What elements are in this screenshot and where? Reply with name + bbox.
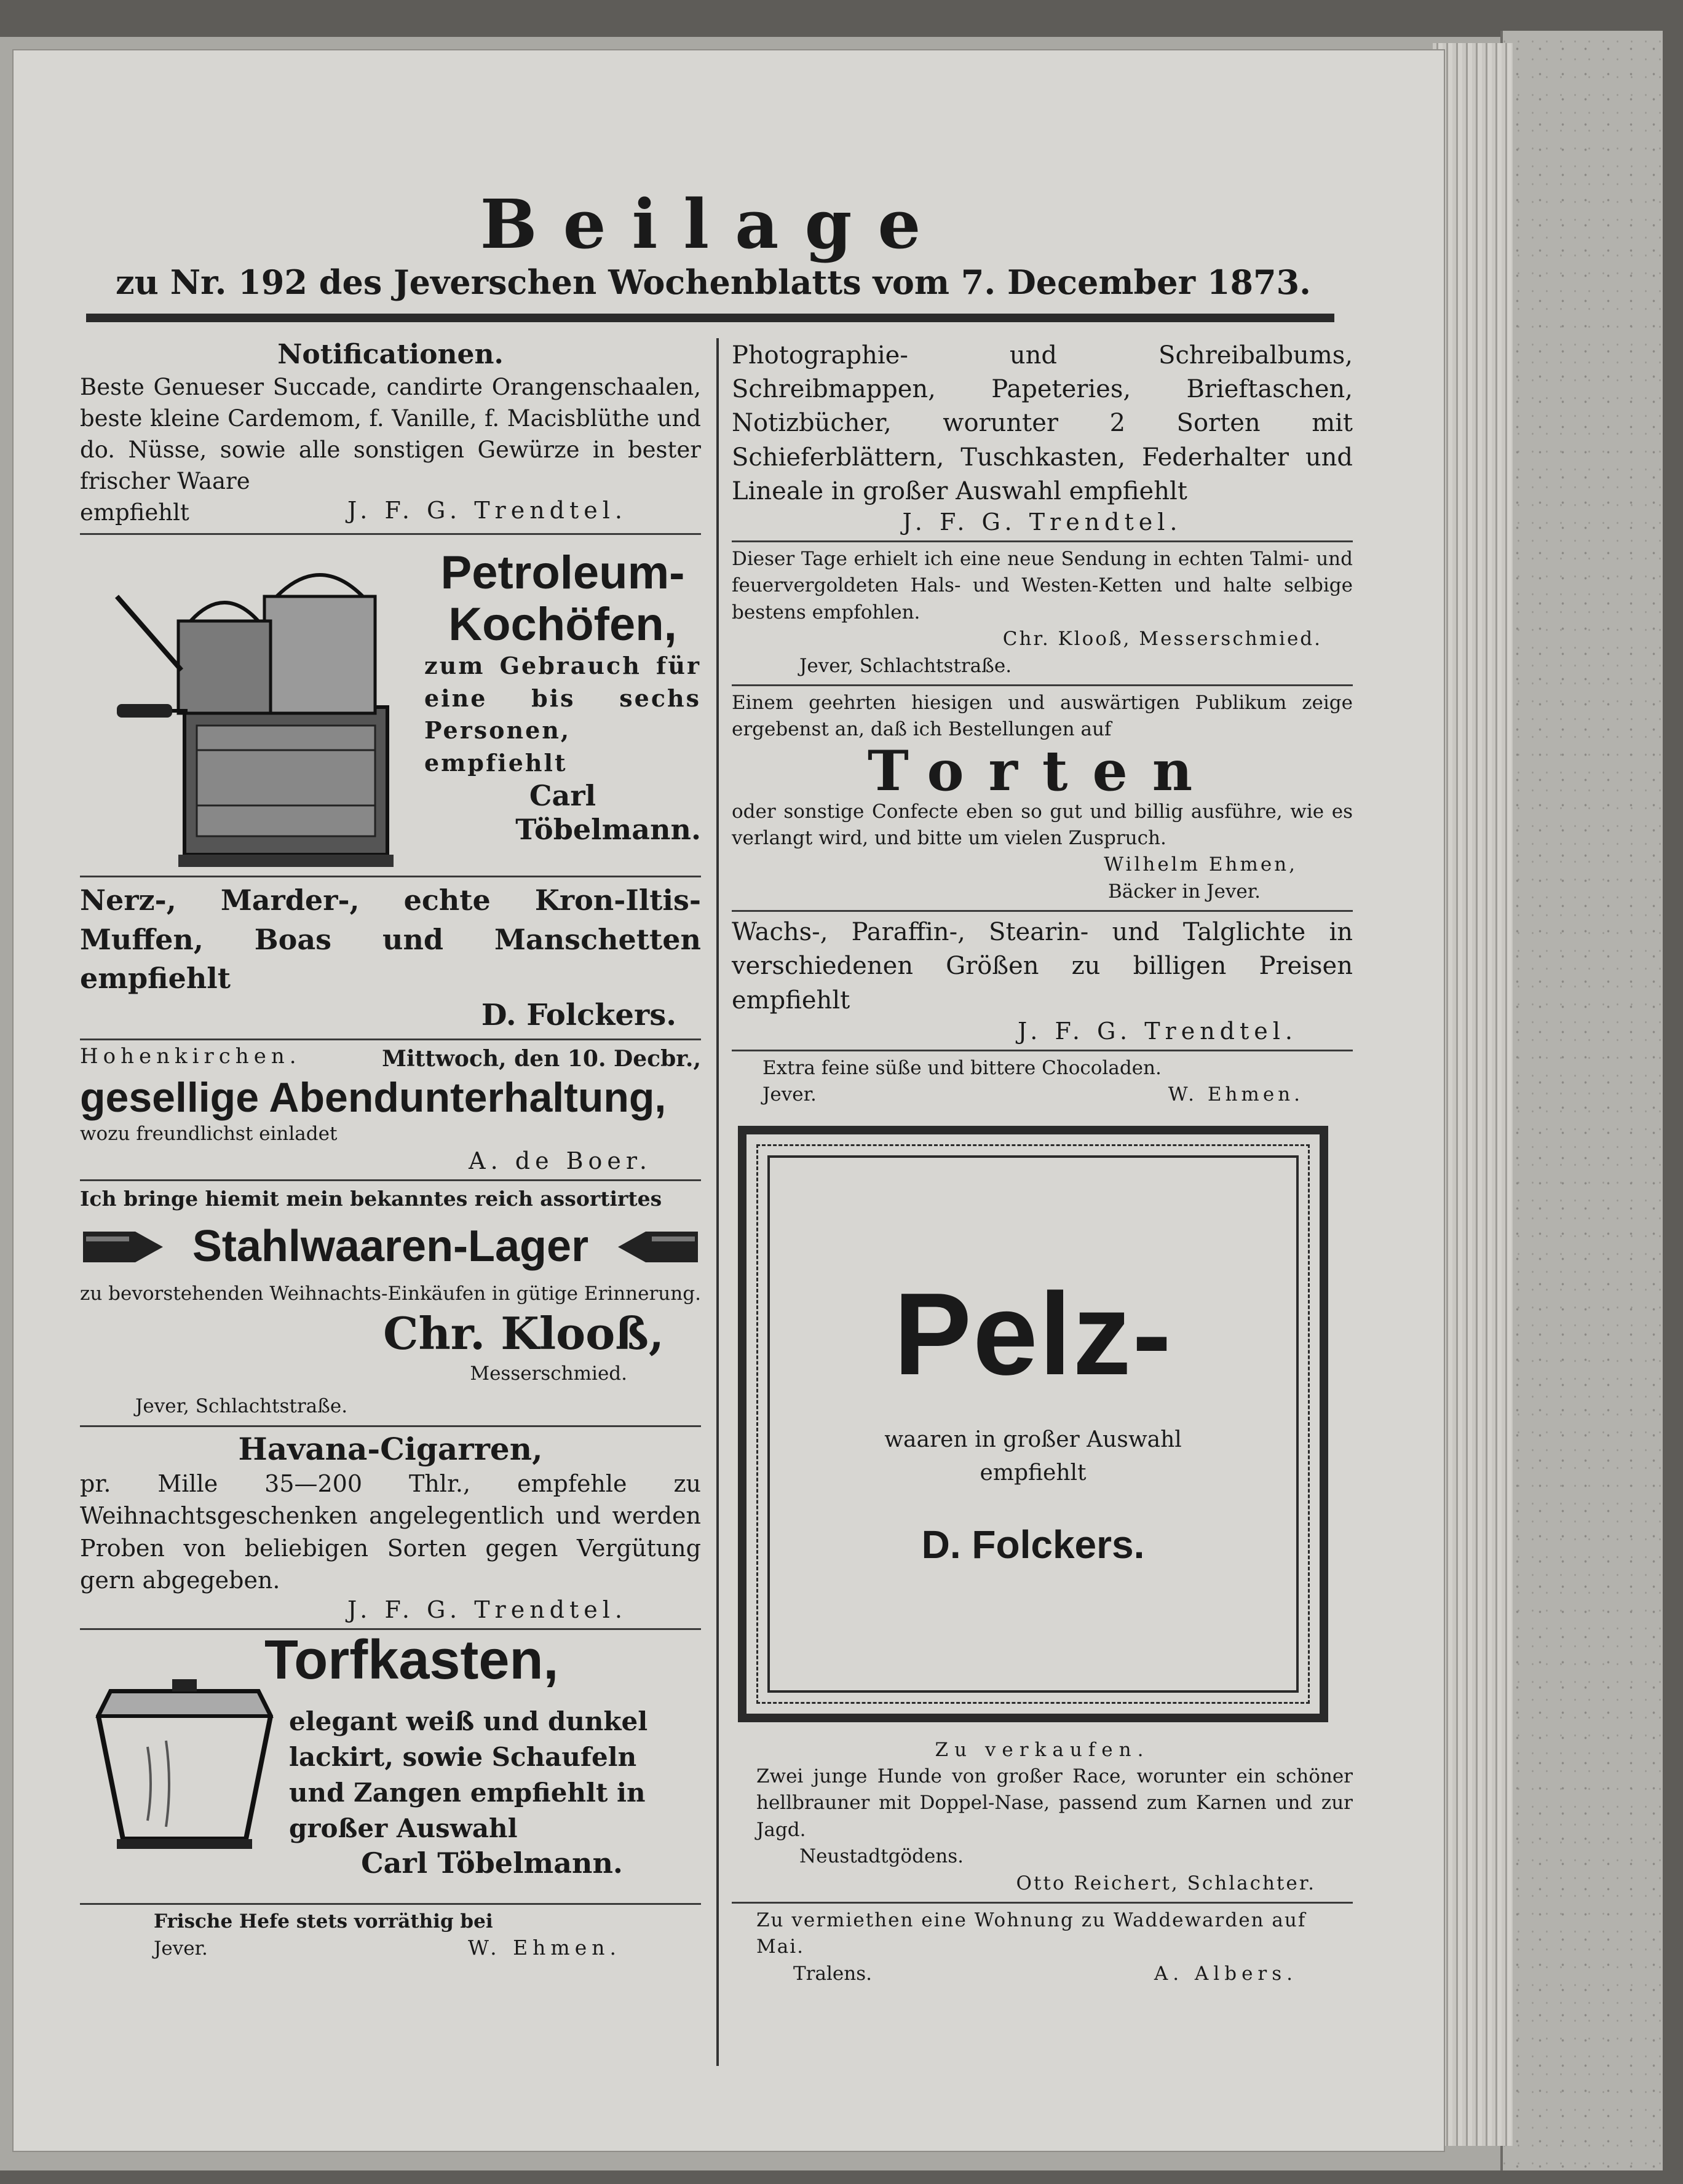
ad-body: Frische Hefe stets vorräthig bei [154,1910,493,1933]
ad-signature: J. F. G. Trendtel. [1018,1017,1297,1045]
ad-signature: J. F. G. Trendtel. [347,496,627,524]
ad-heading: Notificationen. [277,339,504,370]
ad-notificationen [80,335,701,533]
ad-heading: Zu verkaufen. [935,1738,1150,1761]
pointing-hand-icon [80,1219,166,1275]
ad-place: Jever. [154,1937,208,1960]
ad-dateline [80,1044,701,1075]
decorative-frame [738,1126,1328,1722]
ad-signature: A. de Boer. [469,1147,652,1174]
ad-footer [756,1961,1297,1987]
masthead [74,184,1353,302]
ad-signature: W. Ehmen. [1168,1083,1304,1106]
ad-stahlwaaren [80,1179,701,1425]
ad-body: Nerz-, Marder-, echte Kron-Iltis-Muffen, Boas und Manschetten empfiehlt [80,884,701,995]
ad-heading: Havana-Cigarren, [238,1430,543,1467]
ad-signature: W. Ehmen. [467,1935,621,1960]
ad-signature: Carl Töbelmann. [361,1846,623,1880]
pelz-subtitle [746,1423,1320,1490]
ad-signature: Chr. Klooß, Messerschmied. [1002,628,1322,651]
column-divider [716,338,719,2066]
ad-signature: J. F. G. Trendtel. [347,1596,627,1624]
petroleum-body: zum Gebrauch für eine bis sechs Personen, empfiehlt [424,652,701,777]
ad-body: zu bevorstehenden Weihnachts-Einkäufen in gütige Erinnerung. [80,1283,701,1305]
pointing-hand-icon [615,1219,701,1275]
ad-place: Neustadtgödens. [799,1845,964,1868]
ad-trade: Bäcker in Jever. [1107,880,1261,903]
ad-signature: Wilhelm Ehmen, [1104,853,1297,876]
pelz-signature: D. Folckers. [921,1522,1145,1567]
ad-chocoladen [732,1050,1353,1114]
petroleum-sig-2: Töbelmann. [515,813,701,847]
pelz-subtitle-line-1: waaren in großer Auswahl [884,1426,1182,1452]
ad-nerz [80,876,701,1039]
ad-intro: Einem geehrten hiesigen und auswärtigen Publikum zeige ergebenst an, daß ich Bestellungen auf [732,691,1353,741]
ad-intro: Ich bringe hiemit mein bekanntes reich assortirtes [80,1186,662,1211]
ad-footer [80,497,701,528]
page-content [74,172,1353,2072]
ad-vermiethen [732,1902,1353,1992]
left-column [80,335,701,1967]
ad-title: Torten [867,738,1218,804]
masthead-rule [86,314,1334,322]
peat-box-illustration [86,1661,283,1864]
ad-pelzwaaren [732,1114,1353,1733]
ad-place: Jever, Schlachtstraße. [135,1395,348,1418]
ad-hefe [80,1903,701,1967]
ad-body: elegant weiß und dunkel lackirt, sowie Schaufeln und Zangen empfiehlt in großer Auswahl [289,1706,648,1844]
ad-body: Wachs-, Paraffin-, Stearin- und Talglichte in verschiedenen Größen zu billigen Preisen empfiehlt [732,918,1353,1015]
ad-date: Mittwoch, den 10. Decbr., [382,1046,701,1072]
ad-place: Tralens. [793,1962,872,1985]
masthead-subtitle: zu Nr. 192 des Jeverschen Wochenblatts vom 7. December 1873. [116,263,1311,302]
right-column [732,335,1353,1992]
stove-illustration [105,547,424,879]
ad-photographie [732,335,1353,540]
ad-lead: empfiehlt [80,499,189,526]
ad-body: wozu freundlichst einladet [80,1122,338,1145]
ad-name: Chr. Klooß, [383,1307,664,1360]
ad-signature: A. Albers. [1154,1962,1297,1985]
ad-body: oder sonstige Confecte eben so gut und billig ausführe, wie es verlangt wird, und bitte um vielen Zuspruch. [732,800,1353,850]
ad-footer [154,1936,621,1962]
ad-title: Torfkasten, [264,1629,559,1691]
ad-torten [732,684,1353,910]
ad-footer [762,1082,1304,1108]
pelz-subtitle-line-2: empfiehlt [980,1460,1087,1486]
ad-signature: Otto Reichert, Schlachter. [1016,1872,1316,1894]
masthead-title: Beilage [480,184,947,264]
ad-place: Jever. [762,1083,817,1106]
ad-torfkasten [80,1628,701,1903]
ad-havana [80,1425,701,1629]
ad-wachs [732,910,1353,1050]
ad-body: Zu vermiethen eine Wohnung zu Waddewarden auf Mai. [756,1909,1307,1958]
ad-talmi [732,540,1353,684]
petroleum-title-2: Kochöfen, [448,598,677,651]
ad-body: Photographie- und Schreibalbums, Schreibmappen, Papeteries, Brieftaschen, Notizbücher, worunter 2 Sorten mit Schieferblättern, Tuschkasten, Federhalter und Lineale in großer Auswahl empfiehlt [732,341,1353,505]
pelz-title: Pelz- [893,1268,1173,1399]
ad-body: Zwei junge Hunde von großer Race, worunter ein schöner hellbrauner mit Doppel-Nase, passend zum Karnen und zur Jagd. [756,1765,1353,1841]
ad-signature: J. F. G. Trendtel. [902,508,1182,536]
ad-body: pr. Mille 35—200 Thlr., empfehle zu Weihnachtsgeschenken angelegentlich und werden Proben von beliebigen Sorten gegen Vergütung gern abgegeben. [80,1470,701,1594]
ad-abendunterhaltung [80,1039,701,1179]
newspaper-page [12,49,1445,2152]
ad-verkaufen [732,1733,1353,1902]
ad-petroleum [80,533,701,876]
ad-title: gesellige Abendunterhaltung, [80,1074,667,1121]
ad-signature: D. Folckers. [481,998,676,1033]
ad-body: Beste Genueser Succade, candirte Orangenschaalen, beste kleine Cardemom, f. Vanille, f. Macisblüthe und do. Nüsse, sowie alle sonstigen Gewürze in bester frischer Waare [80,373,701,494]
ad-trade: Messerschmied. [470,1362,627,1385]
book-cover-edge [1500,31,1663,2170]
ad-place: Hohenkirchen. [80,1044,301,1069]
ad-title: Stahlwaaren-Lager [192,1222,589,1272]
ad-place: Jever, Schlachtstraße. [799,654,1012,677]
ad-body: Extra feine süße und bittere Chocoladen. [762,1056,1162,1079]
ad-body: Dieser Tage erhielt ich eine neue Sendung in echten Talmi- und feuervergoldeten Hals- und Westen-Ketten und halte selbige bestens empfohlen. [732,547,1353,623]
petroleum-title-1: Petroleum- [440,547,685,599]
petroleum-sig-1: Carl [529,778,596,812]
